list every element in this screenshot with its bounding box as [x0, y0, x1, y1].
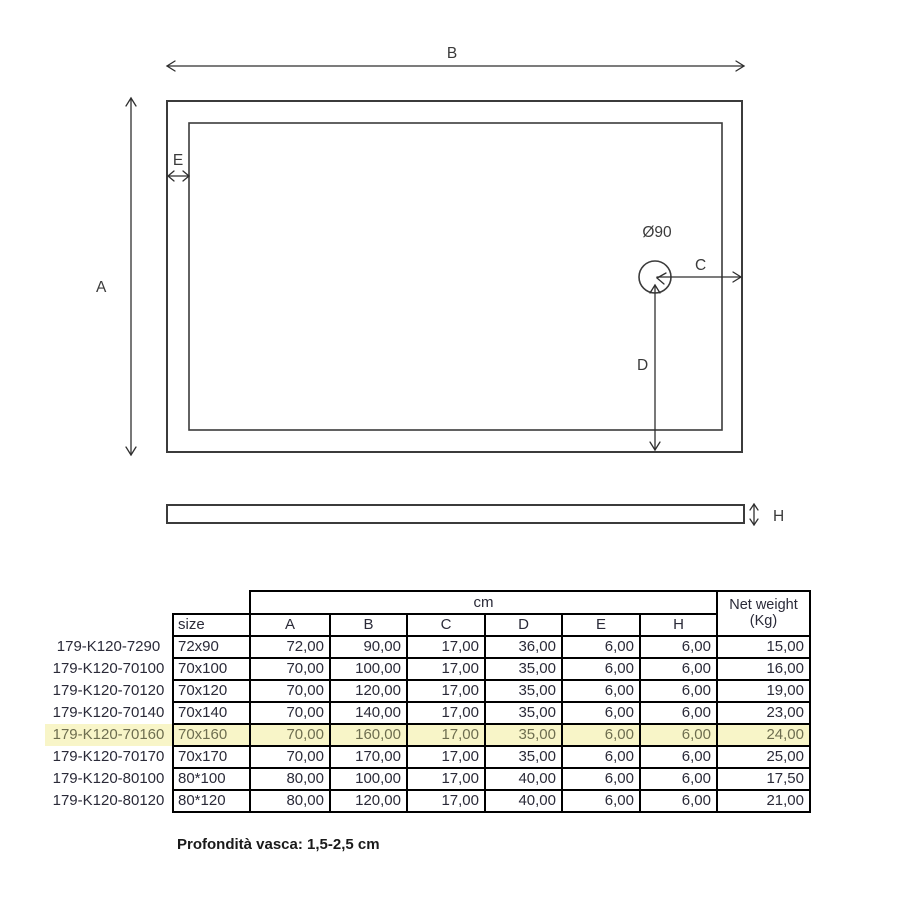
tray-depth-note: Profondità vasca: 1,5-2,5 cm	[177, 836, 380, 853]
row-dim-value: 70,00	[250, 680, 330, 702]
row-dim-value: 6,00	[640, 790, 717, 812]
drain-diameter-label: Ø90	[642, 224, 672, 241]
table-row	[45, 746, 810, 768]
row-dim-value: 17,00	[407, 702, 485, 724]
row-net-weight: 17,50	[717, 768, 810, 790]
row-dim-value: 17,00	[407, 790, 485, 812]
row-dim-value: 35,00	[485, 658, 562, 680]
row-dim-value: 17,00	[407, 746, 485, 768]
row-dim-value: 6,00	[640, 680, 717, 702]
row-dim-value: 100,00	[330, 658, 407, 680]
column-header-a: A	[250, 614, 330, 636]
row-dim-value: 80,00	[250, 768, 330, 790]
row-dim-value: 6,00	[562, 724, 640, 746]
row-size: 70x120	[173, 680, 250, 702]
row-net-weight: 24,00	[717, 724, 810, 746]
row-dim-value: 35,00	[485, 680, 562, 702]
row-dim-value: 120,00	[330, 680, 407, 702]
row-size: 72x90	[173, 636, 250, 658]
row-dim-value: 160,00	[330, 724, 407, 746]
row-size: 70x100	[173, 658, 250, 680]
table-row	[45, 658, 810, 680]
row-net-weight: 15,00	[717, 636, 810, 658]
row-size: 70x160	[173, 724, 250, 746]
row-code: 179-K120-70120	[52, 682, 165, 700]
row-dim-value: 6,00	[562, 746, 640, 768]
row-dim-value: 100,00	[330, 768, 407, 790]
row-dim-value: 40,00	[485, 790, 562, 812]
row-dim-value: 40,00	[485, 768, 562, 790]
c-dimension-label: C	[695, 257, 707, 274]
row-code: 179-K120-70140	[52, 704, 165, 722]
row-net-weight: 25,00	[717, 746, 810, 768]
table-header-columns-row	[45, 614, 810, 636]
row-dim-value: 6,00	[562, 768, 640, 790]
row-code: 179-K120-70100	[52, 660, 165, 678]
row-code: 179-K120-70170	[52, 748, 165, 766]
column-header-h: H	[640, 614, 717, 636]
row-net-weight: 19,00	[717, 680, 810, 702]
row-dim-value: 35,00	[485, 724, 562, 746]
row-dim-value: 6,00	[562, 790, 640, 812]
row-dim-value: 80,00	[250, 790, 330, 812]
table-row	[45, 790, 810, 812]
row-dim-value: 70,00	[250, 746, 330, 768]
row-dim-value: 17,00	[407, 658, 485, 680]
a-dimension-label: A	[96, 279, 107, 296]
row-dim-value: 6,00	[640, 768, 717, 790]
b-dimension-label: B	[446, 45, 458, 62]
row-dim-value: 35,00	[485, 702, 562, 724]
row-dim-value: 120,00	[330, 790, 407, 812]
column-header-d: D	[485, 614, 562, 636]
spacer-cell	[173, 591, 250, 614]
units-header: cm	[250, 591, 717, 614]
row-dim-value: 17,00	[407, 636, 485, 658]
row-dim-value: 72,00	[250, 636, 330, 658]
table-row	[45, 768, 810, 790]
row-dim-value: 35,00	[485, 746, 562, 768]
column-header-e: E	[562, 614, 640, 636]
row-size: 70x170	[173, 746, 250, 768]
row-dim-value: 140,00	[330, 702, 407, 724]
row-size: 80*120	[173, 790, 250, 812]
table-header-units-row	[45, 591, 810, 614]
row-code: 179-K120-70160	[45, 724, 173, 746]
row-dim-value: 6,00	[640, 636, 717, 658]
row-net-weight: 23,00	[717, 702, 810, 724]
row-dim-value: 170,00	[330, 746, 407, 768]
net-weight-header	[717, 591, 810, 636]
table-row	[45, 724, 810, 746]
table-row	[45, 636, 810, 658]
row-dim-value: 6,00	[562, 680, 640, 702]
row-dim-value: 70,00	[250, 724, 330, 746]
spacer-cell	[45, 591, 173, 614]
size-column-header: size	[173, 614, 250, 636]
row-code: 179-K120-80120	[52, 792, 165, 810]
row-size: 80*100	[173, 768, 250, 790]
e-dimension-label: E	[172, 152, 184, 169]
row-dim-value: 70,00	[250, 702, 330, 724]
row-dim-value: 70,00	[250, 658, 330, 680]
table-row	[45, 702, 810, 724]
row-dim-value: 6,00	[562, 636, 640, 658]
column-header-c: C	[407, 614, 485, 636]
row-dim-value: 17,00	[407, 768, 485, 790]
spec-table	[45, 590, 811, 813]
net-weight-header-line2: (Kg)	[749, 612, 778, 629]
row-dim-value: 90,00	[330, 636, 407, 658]
row-net-weight: 21,00	[717, 790, 810, 812]
row-dim-value: 6,00	[640, 724, 717, 746]
row-dim-value: 17,00	[407, 680, 485, 702]
row-dim-value: 6,00	[562, 658, 640, 680]
row-size: 70x140	[173, 702, 250, 724]
table-row	[45, 680, 810, 702]
table-body	[45, 636, 810, 812]
row-dim-value: 6,00	[640, 658, 717, 680]
tray-side-view	[167, 505, 744, 523]
row-code: 179-K120-80100	[52, 770, 165, 788]
row-dim-value: 6,00	[640, 702, 717, 724]
row-dim-value: 6,00	[640, 746, 717, 768]
row-dim-value: 17,00	[407, 724, 485, 746]
h-dimension-label: H	[773, 508, 785, 525]
row-dim-value: 6,00	[562, 702, 640, 724]
spacer-cell	[45, 614, 173, 636]
row-dim-value: 36,00	[485, 636, 562, 658]
column-header-b: B	[330, 614, 407, 636]
row-code: 179-K120-7290	[56, 638, 161, 656]
net-weight-header-line1: Net weight	[729, 597, 798, 614]
d-dimension-label: D	[637, 357, 649, 374]
row-net-weight: 16,00	[717, 658, 810, 680]
